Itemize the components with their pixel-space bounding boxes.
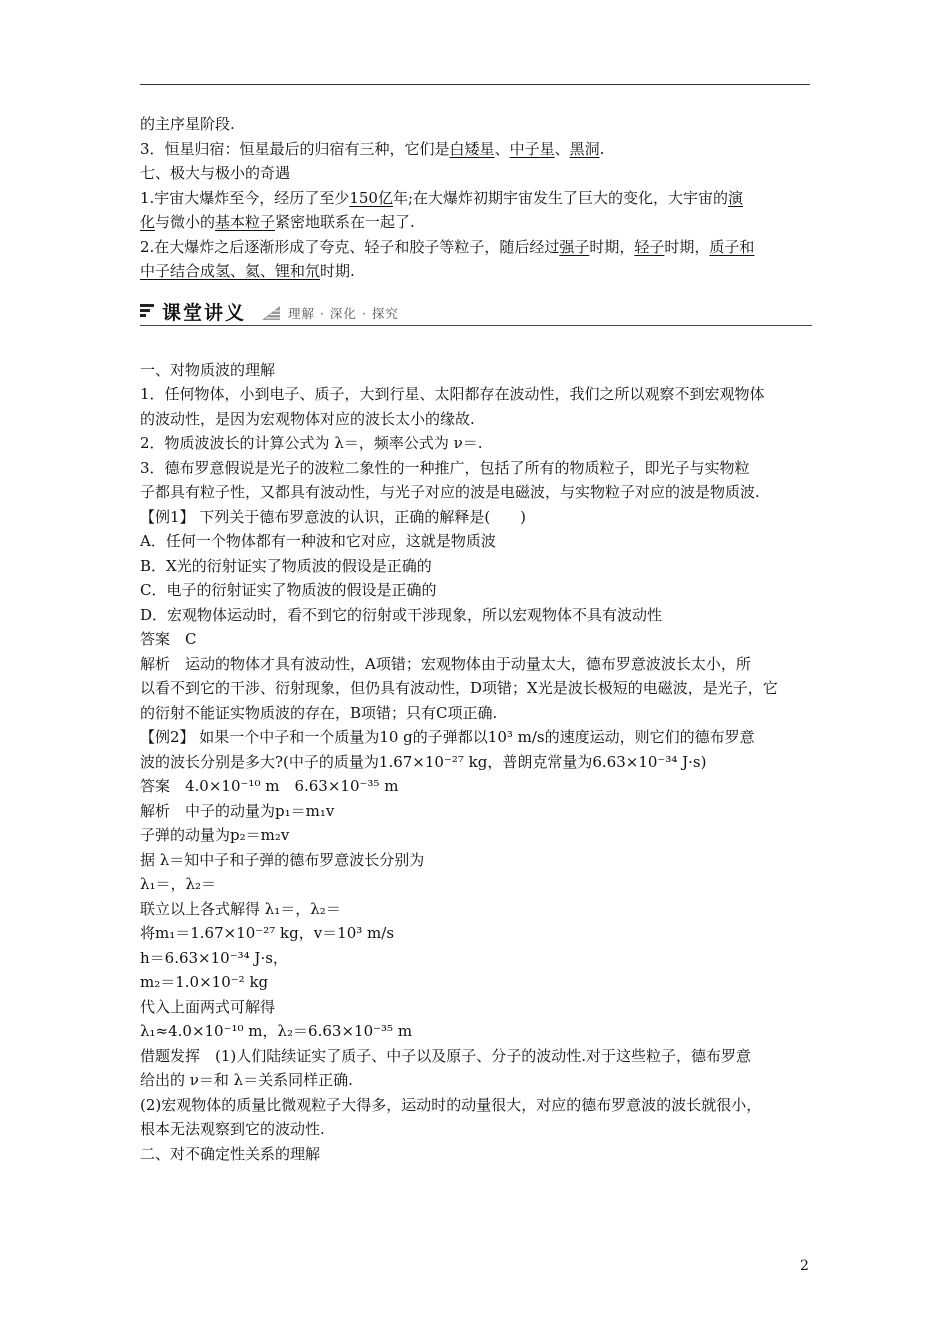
- paragraph-7-1-cont: 化与微小的基本粒子紧密地联系在一起了.: [140, 213, 415, 231]
- section-title: 课堂讲义: [162, 301, 247, 324]
- paragraph-7-2: 2.在大爆炸之后逐渐形成了夸克、轻子和胶子等粒子，随后经过强子时期，轻子时期，质子和: [140, 237, 755, 256]
- example-2-question: 【例2】 如果一个中子和一个质量为10 g的子弹都以10³ m/s的速度运动，则它们的德布罗意: [140, 728, 755, 746]
- fate-white-dwarf: 白矮星: [449, 139, 495, 158]
- option-a: A．任何一个物体都有一种波和它对应，这就是物质波: [140, 532, 496, 550]
- document-body: [140, 112, 812, 1166]
- text-line: m₂＝1.0×10⁻² kg: [140, 973, 269, 991]
- remark-2-cont: 根本无法观察到它的波动性.: [140, 1120, 325, 1138]
- text-line: 一、对物质波的理解: [140, 360, 276, 379]
- remark-cont: 给出的 ν＝和 λ＝关系同样正确.: [140, 1071, 353, 1089]
- stripes-icon: [140, 304, 154, 318]
- header-rule: [140, 84, 810, 85]
- paragraph-7-2-cont: 中子结合成氢、氦、锂和氘时期.: [140, 262, 355, 280]
- fate-neutron-star: 中子星: [509, 139, 555, 158]
- section-header: [140, 298, 812, 334]
- analysis-1: 解析 运动的物体才具有波动性，A项错；宏观物体由于动量太大，德布罗意波波长太小，所: [140, 654, 751, 673]
- section-subtitle: 理解 · 深化 · 探究: [288, 305, 399, 321]
- analysis-1-cont: 的衍射不能证实物质波的存在，B项错；只有C项正确.: [140, 703, 498, 722]
- text-line: 2．物质波波长的计算公式为 λ＝，频率公式为 ν＝.: [140, 434, 483, 452]
- example-2-question-cont: 波的波长分别是多大?(中子的质量为1.67×10⁻²⁷ kg，普朗克常量为6.63×10⁻³⁴ J·s): [140, 752, 707, 771]
- analysis-1-cont: 以看不到它的干涉、衍射现象，但仍具有波动性，D项错；X光是波长极短的电磁波，是光子，它: [140, 679, 778, 697]
- option-d: D．宏观物体运动时，看不到它的衍射或干涉现象，所以宏观物体不具有波动性: [140, 605, 663, 624]
- remark: 借题发挥 (1)人们陆续证实了质子、中子以及原子、分子的波动性.对于这些粒子，德布罗意: [140, 1046, 752, 1065]
- fate-black-hole: 黑洞: [569, 139, 600, 158]
- option-c: C．电子的衍射证实了物质波的假设是正确的: [140, 581, 437, 599]
- paragraph-7-1: 1.宇宙大爆炸至今，经历了至少150亿年;在大爆炸初期宇宙发生了巨大的变化，大宇宙的演: [140, 188, 744, 207]
- text-line: 的主序星阶段.: [140, 115, 235, 133]
- text-line: 据 λ＝知中子和子弹的德布罗意波长分别为: [140, 850, 425, 869]
- stellar-fate-line: 3．恒星归宿：恒星最后的归宿有三种，它们是白矮星、中子星、黑洞.: [140, 139, 605, 158]
- text-line: 子都具有粒子性，又都具有波动性，与光子对应的波是电磁波，与实物粒子对应的波是物质波.: [140, 483, 760, 501]
- text-line: 代入上面两式可解得: [140, 997, 276, 1016]
- text-line: 的波动性，是因为宏观物体对应的波长太小的缘故.: [140, 409, 475, 428]
- text-line: h＝6.63×10⁻³⁴ J·s，: [140, 948, 288, 967]
- text-line: 3．德布罗意假说是光子的波粒二象性的一种推广，包括了所有的物质粒子，即光子与实物粒: [140, 458, 750, 477]
- analysis-2: 解析 中子的动量为p₁＝m₁v: [140, 801, 335, 820]
- example-1-question: 【例1】 下列关于德布罗意波的认识，正确的解释是( ): [140, 507, 527, 526]
- page-number: 2: [800, 1258, 809, 1274]
- remark-2: (2)宏观物体的质量比微观粒子大得多，运动时的动量很大，对应的德布罗意波的波长就很小，: [140, 1095, 762, 1114]
- text-line: λ₁＝，λ₂＝: [140, 875, 217, 893]
- section-heading-2: 二、对不确定性关系的理解: [140, 1144, 321, 1163]
- text-line: 1．任何物体，小到电子、质子，大到行星、太阳都存在波动性，我们之所以观察不到宏观物体: [140, 385, 765, 403]
- text-line: 联立以上各式解得 λ₁＝，λ₂＝: [140, 899, 341, 918]
- answer-1: 答案 C: [140, 630, 197, 648]
- text-line: 将m₁＝1.67×10⁻²⁷ kg，v＝10³ m/s: [140, 924, 395, 942]
- answer-2: 答案 4.0×10⁻¹⁰ m 6.63×10⁻³⁵ m: [140, 777, 399, 795]
- triangle-stripes-icon: [262, 306, 280, 320]
- section-heading-7: 七、极大与极小的奇遇: [140, 164, 291, 182]
- text-line: 子弹的动量为p₂＝m₂v: [140, 826, 290, 844]
- option-b: B．X光的衍射证实了物质波的假设是正确的: [140, 556, 432, 575]
- section-rule: [140, 325, 812, 326]
- text-line: λ₁≈4.0×10⁻¹⁰ m，λ₂＝6.63×10⁻³⁵ m: [140, 1022, 413, 1040]
